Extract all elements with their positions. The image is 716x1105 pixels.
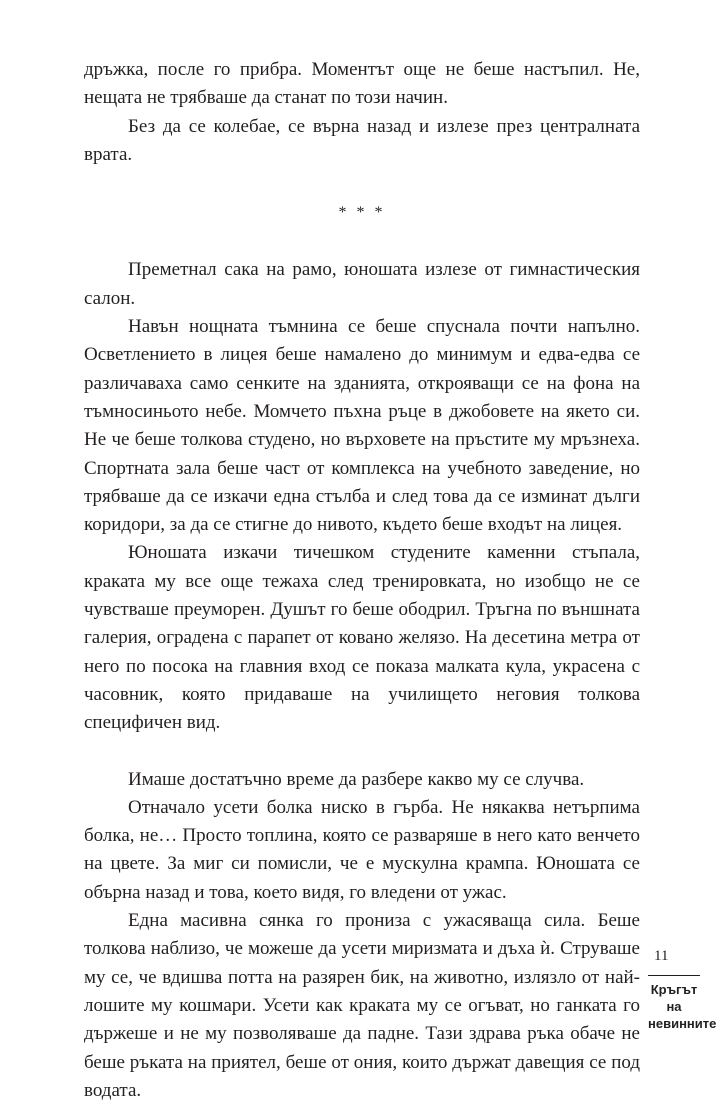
page-number: 11 bbox=[654, 948, 669, 964]
paragraph: Една масивна сянка го прониза с ужасяваща сила. Беше толкова наблизо, че можеше да усети миризмата и дъха ѝ. Струваше му се, че вдишва потта на разярен бик, на животно, излязло от най-лошите му кошмари. Усети как краката му се огъват, но ганката го държеше и не му позволяваше да падне. Тази здрава ръка обаче не беше ръката на приятел, беше от ония, които държат давещия се под водата. bbox=[84, 910, 640, 1101]
paragraph: Имаше достатъчно време да разбере какво му се случва. bbox=[128, 768, 585, 790]
paragraph-gap bbox=[84, 738, 640, 766]
running-footer: Кръгът на невинните bbox=[648, 975, 700, 1032]
paragraph: дръжка, после го прибра. Моментът още не беше настъпил. Не, нещата не трябваше да станат по този начин. bbox=[84, 59, 640, 109]
paragraph: Преметнал сака на рамо, юношата излезе от гимнастическия салон. bbox=[84, 259, 640, 309]
paragraph: Отначало усети болка ниско в гърба. Не някаква нетърпима болка, не… Просто топлина, която се разваряше в него като венчето на цвете. За миг си помисли, че е мускулна крампа. Юношата се обърна назад и това, което видя, го вледени от ужас. bbox=[84, 796, 640, 903]
section-separator: * * * bbox=[338, 204, 386, 222]
paragraph: Навън нощната тъмнина се беше спуснала почти напълно. Осветлението в лицея беше намалено до минимум и едва-едва се различаваха само сенките на зданията, открояващи се на фона на тъмносиньото небе. Момчето пъхна ръце в джобовете на якето си. Не че беше толкова студено, но върховете на пръстите му мръзнеха. Спортната зала беше част от комплекса на учебното заведение, но трябваше да се изкачи една стълба и след това да се изминат дълги коридори, за да се стигне до нивото, където беше входът на лицея. bbox=[84, 316, 640, 536]
paragraph: Без да се колебае, се върна назад и излезе през централната врата. bbox=[84, 115, 640, 165]
paragraph: Юношата изкачи тичешком студените каменни стъпала, краката му все още тежаха след тренировката, но изобщо не се чувстваше преуморен. Душът го беше ободрил. Тръгна по външната галерия, оградена с парапет от ковано желязо. На десетина метра от него по посока на главния вход се показа малката кула, украсена с часовник, която придаваше на училището неговия толкова специфичен вид. bbox=[84, 542, 640, 734]
page-text bbox=[84, 56, 640, 1105]
